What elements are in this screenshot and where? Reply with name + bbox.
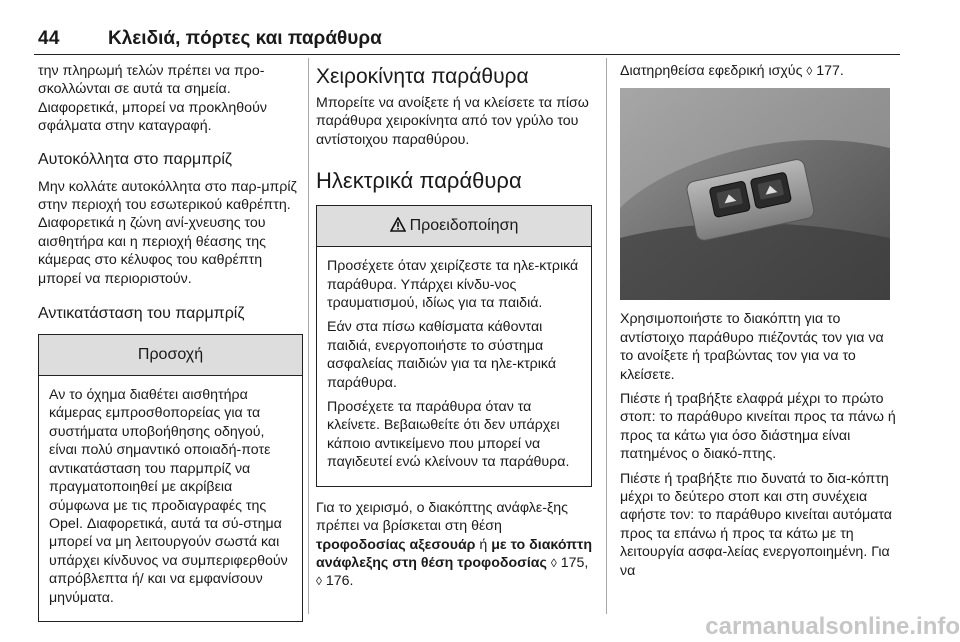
reference-arrow-icon: ◊ xyxy=(550,555,557,570)
warning-paragraph-2: Εάν στα πίσω καθίσματα κάθονται παιδιά, ενεργοποιήστε το σύστημα ασφαλείας παιδιών για τα ηλε-κτρικά παράθυρα. xyxy=(327,319,557,391)
caution-text: Αν το όχημα διαθέτει αισθητήρα κάμερας εμπροσθοπορείας για τα συστήματα υποβοήθησης οδηγού, είναι πολύ σημαντικό οποιαδή-ποτε αντικατάσταση του παρμπρίζ να πραγματοποιηθεί με ακρίβεια σύμφωνα με τις προδιαγραφές της Opel. Διαφορετικά, αυτά τα σύ-στημα μπορεί να μη λειτουργούν σωστά και υπάρχει κίνδυνος να συμπεριφερθούν απρόβλεπτα ή/ και να εμφανίσουν μηνύματα. xyxy=(49,387,288,606)
paragraph-2: Πιέστε ή τραβήξτε ελαφρά μέχρι το πρώτο στοπ: το παράθυρο κινείται προς τα πάνω ή προς τα κάτω για όσο διάστημα είναι πατημένος ο διακό-πτης. xyxy=(620,391,896,463)
caution-box xyxy=(38,334,303,622)
operation-or: ή xyxy=(479,536,488,553)
operation-ignition-power: με το διακόπτη ανάφλεξης στη θέση τροφοδοσίας xyxy=(316,536,592,571)
sticker-text: Μην κολλάτε αυτοκόλλητα στο παρ-μπρίζ στην περιοχή του εσωτερικού καθρέπτη. Διαφορετικά η ζώνη ανί-χνευσης του αισθητήρα και η περιοχή θέασης της κάμερας στο κέλυφος του καθρέπτη μπορεί να περιοριστούν. xyxy=(38,178,297,287)
warning-title: Προειδοποίηση xyxy=(409,217,519,235)
warning-box xyxy=(316,205,592,486)
operation-text-a: Για το χειρισμό, ο διακόπτης ανάφλε-ξης πρέπει να βρίσκεται στη θέση xyxy=(316,499,568,535)
column-middle xyxy=(316,62,592,591)
warning-paragraph-1: Προσέχετε όταν χειρίζεστε τα ηλε-κτρικά παράθυρα. Υπάρχει κίνδυ-νος τραυματισμού, ιδίως για τα παιδιά. xyxy=(327,258,579,312)
warning-header xyxy=(317,206,591,247)
warning-triangle-icon xyxy=(390,208,406,248)
page-number: 44 xyxy=(38,28,60,49)
replace-heading: Αντικατάσταση του παρμπρίζ xyxy=(38,305,245,323)
column-divider-2 xyxy=(606,58,607,614)
column-right xyxy=(620,62,896,580)
reference-arrow-icon: ◊ xyxy=(316,574,322,589)
column-divider-1 xyxy=(308,58,309,614)
paragraph-3: Πιέστε ή τραβήξτε πιο δυνατά το δια-κόπτη μέχρι το δεύτερο στοπ και στη συνέχεια αφήστε τον: το παράθυρο κινείται αυτόματα προς τα επάνω ή προς τα κάτω με τη λειτουργία ασφα-λείας ενεργοποιημένη. Για να xyxy=(620,470,892,579)
page-header xyxy=(0,0,960,56)
page-title: Κλειδιά, πόρτες και παράθυρα xyxy=(108,28,382,49)
watermark: carmanualsonline.info xyxy=(705,613,960,640)
reference-arrow-icon: ◊ xyxy=(806,64,813,78)
electric-windows-heading: Ηλεκτρικά παράθυρα xyxy=(316,168,522,194)
intro-text: την πληρωμή τελών πρέπει να προ-σκολλώνται σε αυτά τα σημεία. Διαφορετικά, μπορεί να προκληθούν σφάλματα στην καταγραφή. xyxy=(38,63,267,135)
reference-link-176[interactable]: 176. xyxy=(325,573,354,590)
reference-link-177[interactable]: 177. xyxy=(816,63,844,79)
manual-windows-text: Μπορείτε να ανοίξετε ή να κλείσετε τα πίσω παράθυρα χειροκίνητα από τον γρύλο του αντίστοιχου παραθύρου. xyxy=(316,95,589,148)
sticker-heading: Αυτοκόλλητα στο παρμπρίζ xyxy=(38,150,232,168)
caution-title: Προσοχή xyxy=(39,335,302,376)
paragraph-1: Χρησιμοποιήστε το διακόπτη για το αντίστοιχο παράθυρο πιέζοντάς τον για να το ανοίξετε ή τραβώντας τον για να το κλείσετε. xyxy=(620,311,884,383)
header-divider xyxy=(34,54,900,55)
warning-paragraph-3: Προσέχετε τα παράθυρα όταν τα κλείνετε. Βεβαιωθείτε ότι δεν υπάρχει κάποιο αντικείμενο που μπορεί να παγιδευτεί ενώ κλείνουν τα παράθυρα. xyxy=(327,399,570,471)
column-left xyxy=(38,62,303,622)
retained-power-label: Διατηρηθείσα εφεδρική ισχύς xyxy=(620,63,803,79)
retained-power-text xyxy=(620,62,896,80)
window-switch-photo xyxy=(620,88,890,300)
operation-accessory-power: τροφοδοσίας αξεσουάρ xyxy=(316,536,476,553)
operation-text xyxy=(316,499,592,591)
reference-link-175[interactable]: 175, xyxy=(560,554,589,571)
manual-windows-heading: Χειροκίνητα παράθυρα xyxy=(316,65,529,88)
